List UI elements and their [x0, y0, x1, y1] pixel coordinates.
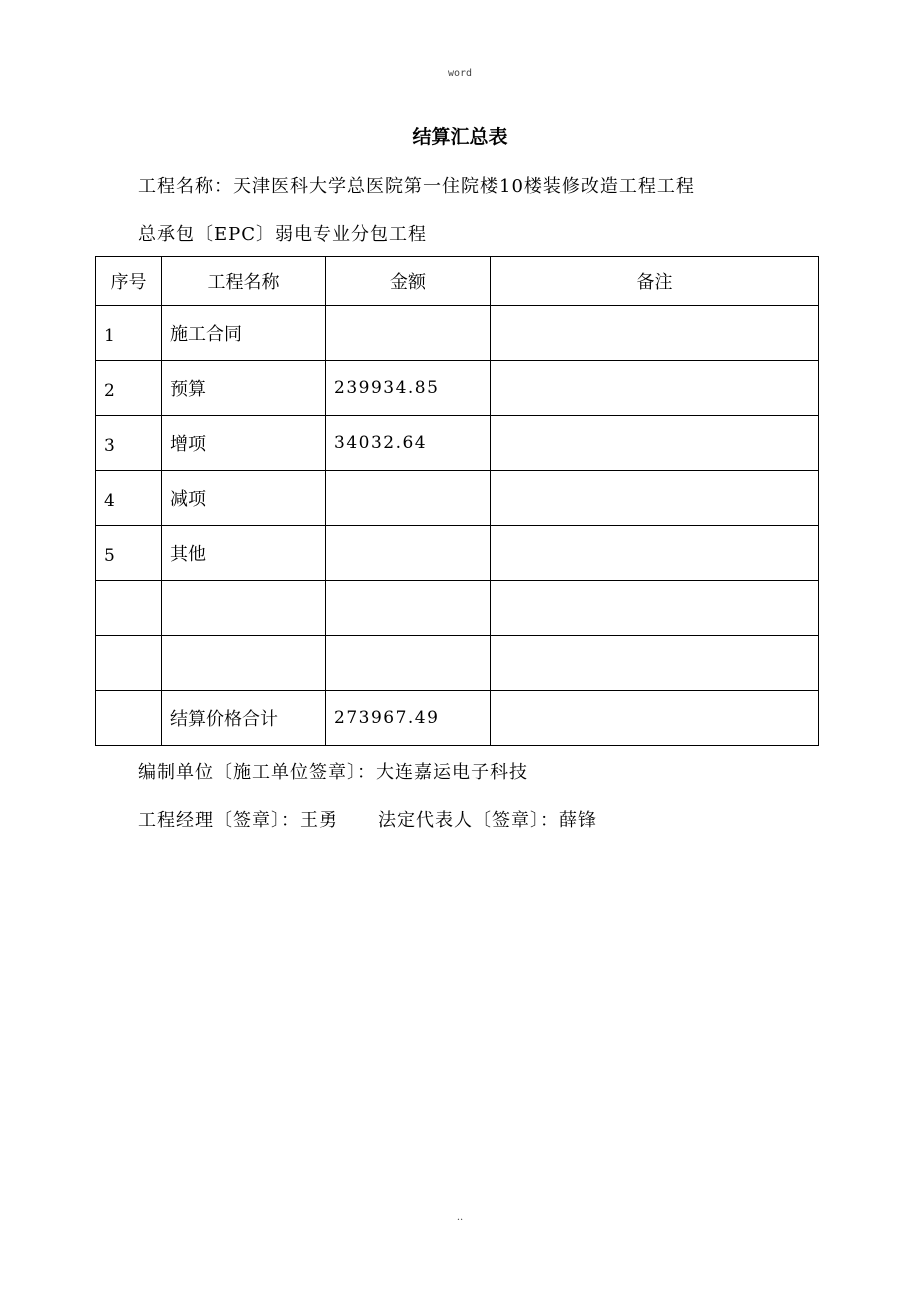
row-name [162, 636, 326, 691]
table-row [96, 306, 819, 361]
total-amount: 273967.49 [326, 691, 491, 746]
row-no: 3 [96, 416, 162, 471]
row-no [96, 636, 162, 691]
row-no: 4 [96, 471, 162, 526]
row-no: 2 [96, 361, 162, 416]
project-manager: 工程经理〔签章〕：王勇 [138, 810, 338, 831]
row-amount: 239934.85 [326, 361, 491, 416]
table-row [96, 416, 819, 471]
row-amount [326, 306, 491, 361]
row-note [491, 691, 819, 746]
row-name: 预算 [162, 361, 326, 416]
row-note [491, 526, 819, 581]
settlement-summary-table [95, 256, 819, 746]
table-row [96, 361, 819, 416]
project-name-line-1: 工程名称：天津医科大学总医院第一住院楼10楼装修改造工程工程 [138, 176, 695, 197]
table-header-row [96, 257, 819, 306]
row-name: 施工合同 [162, 306, 326, 361]
row-name: 其他 [162, 526, 326, 581]
total-row [96, 691, 819, 746]
row-amount [326, 581, 491, 636]
header-project-name: 工程名称 [162, 257, 326, 306]
total-label: 结算价格合计 [162, 691, 326, 746]
preparing-unit: 编制单位〔施工单位签章〕：大连嘉运电子科技 [138, 762, 528, 783]
row-note [491, 471, 819, 526]
row-note [491, 306, 819, 361]
row-amount [326, 636, 491, 691]
project-name-line-2: 总承包〔EPC〕弱电专业分包工程 [138, 224, 428, 245]
row-name [162, 581, 326, 636]
row-note [491, 361, 819, 416]
legal-representative: 法定代表人〔签章〕：薛锋 [378, 810, 597, 831]
row-amount [326, 526, 491, 581]
row-note [491, 636, 819, 691]
row-name: 增项 [162, 416, 326, 471]
row-amount: 34032.64 [326, 416, 491, 471]
table-row [96, 526, 819, 581]
header-no: 序号 [96, 257, 162, 306]
row-no [96, 691, 162, 746]
page-title: 结算汇总表 [412, 126, 508, 148]
signature-line [138, 806, 597, 832]
row-name: 减项 [162, 471, 326, 526]
table-row [96, 636, 819, 691]
table-row [96, 471, 819, 526]
page-header: word [447, 68, 473, 79]
header-remarks: 备注 [491, 257, 819, 306]
row-no: 1 [96, 306, 162, 361]
row-note [491, 416, 819, 471]
row-no [96, 581, 162, 636]
row-no: 5 [96, 526, 162, 581]
row-amount [326, 471, 491, 526]
header-amount: 金额 [326, 257, 491, 306]
page-footer: .. [456, 1212, 464, 1223]
row-note [491, 581, 819, 636]
table-row [96, 581, 819, 636]
